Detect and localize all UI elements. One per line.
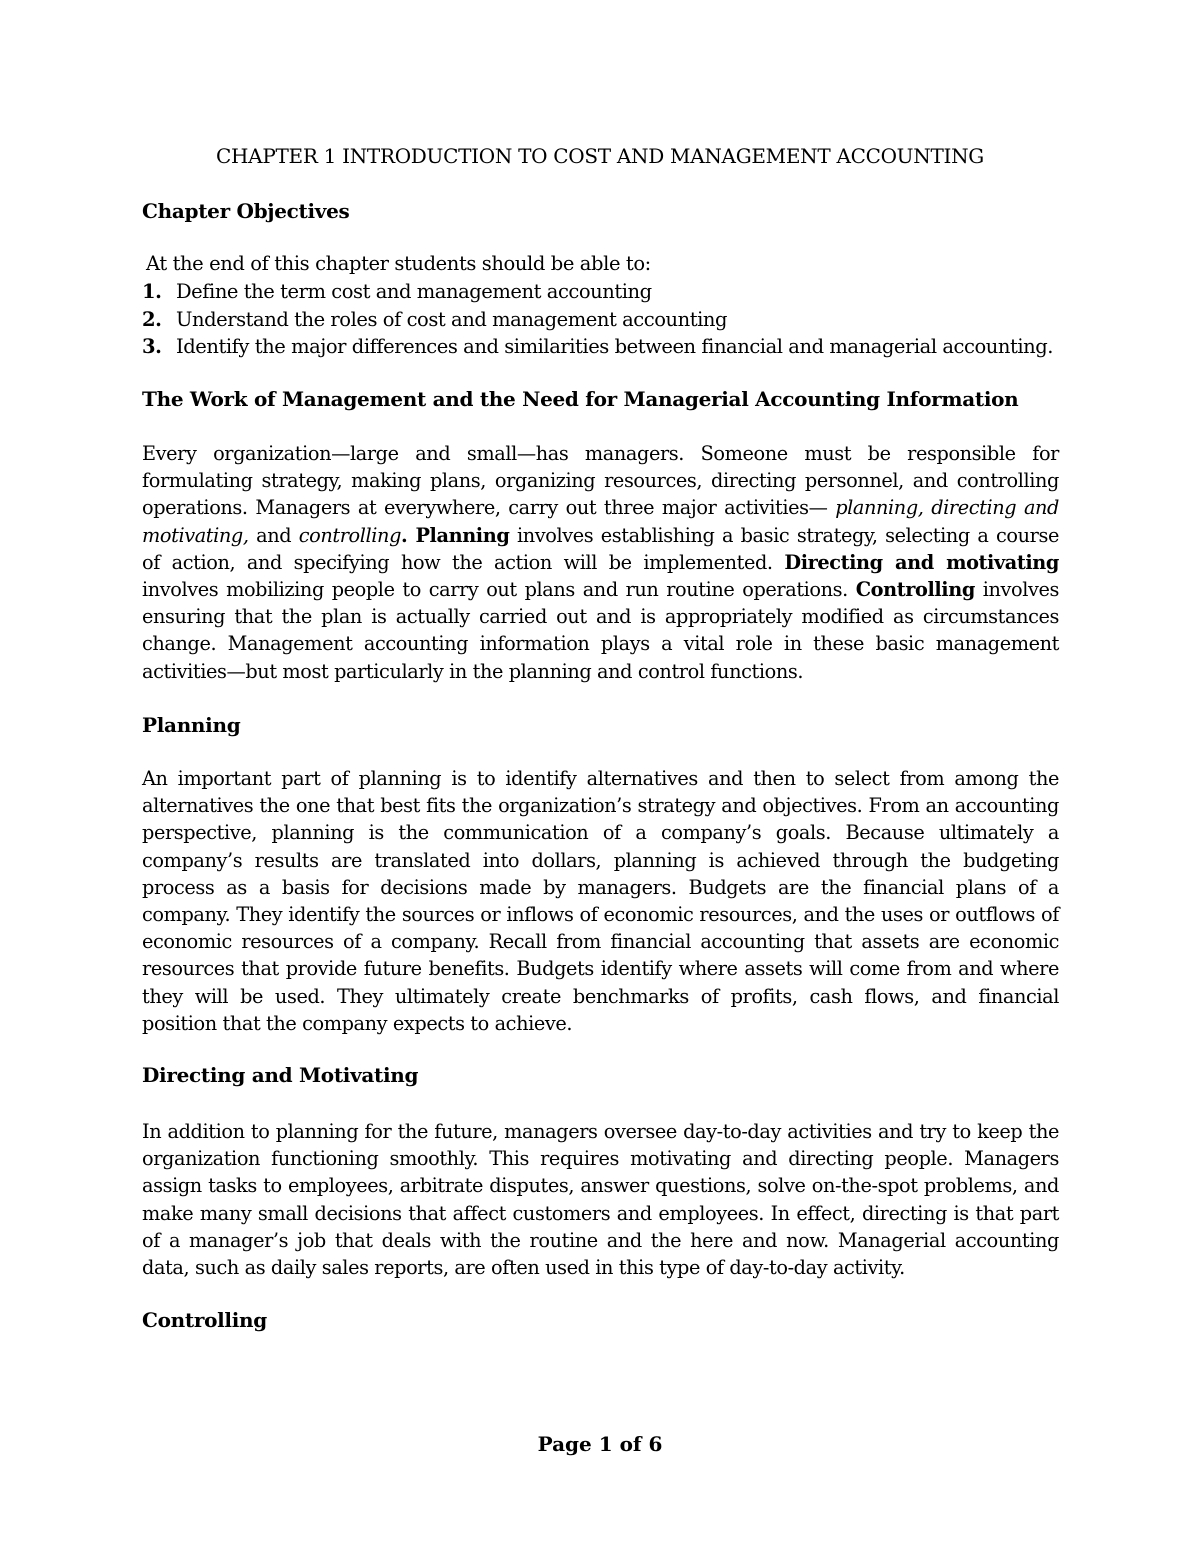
- paragraph-text: Every organization—large and small—has managers. Someone must be responsible for formulating strategy, making plans, organizing resources, directing personnel, and controlling operations. Managers at everywhere, carry out three major activities—: [142, 442, 1059, 520]
- list-item-text: Identify the major differences and similarities between financial and managerial accounting.: [176, 335, 1054, 358]
- paragraph-bold-term: Directing and motivating: [784, 550, 1060, 574]
- paragraph-bold-term: Planning: [415, 523, 510, 547]
- list-item: [142, 278, 1072, 306]
- directing-paragraph: In addition to planning for the future, managers oversee day-to-day activities and try to keep the organization functioning smoothly. This requires motivating and directing people. Managers assign tasks to employees, arbitrate disputes, answer questions, solve on-the-spot problems, and make many small decisions that affect customers and employees. In effect, directing is that part of a manager’s job that deals with the routine and the here and now. Managerial accounting data, such as daily sales reports, are often used in this type of day-to-day activity.: [142, 1120, 1059, 1280]
- paragraph-bold-term: Controlling: [855, 578, 975, 602]
- planning-heading: Planning: [142, 713, 241, 737]
- list-number: 1.: [142, 280, 162, 303]
- work-of-management-heading: The Work of Management and the Need for Managerial Accounting Information: [142, 387, 1019, 411]
- objectives-heading: Chapter Objectives: [142, 199, 350, 223]
- objectives-intro: At the end of this chapter students should be able to:: [146, 252, 651, 275]
- paragraph-text: involves establishing a basic strategy, selecting a course of action, and specifying how the action will be implemented.: [142, 523, 1059, 574]
- list-number: 3.: [142, 335, 162, 358]
- paragraph-text: .: [401, 523, 416, 547]
- directing-heading: Directing and Motivating: [142, 1063, 419, 1087]
- list-item-text: Define the term cost and management accounting: [176, 280, 652, 303]
- paragraph-italic-text: planning, directing and motivating,: [142, 496, 1059, 547]
- paragraph-italic-text: controlling: [298, 523, 402, 547]
- paragraph-text: involves ensuring that the plan is actually carried out and is appropriately modified as circumstances change. Management accounting information plays a vital role in these basic management activities—but most particularly in the planning and control functions.: [142, 578, 1060, 683]
- page-number: Page 1 of 6: [537, 1432, 663, 1456]
- list-item: [142, 333, 1072, 361]
- work-of-management-paragraph: [142, 440, 1059, 685]
- chapter-title: CHAPTER 1 INTRODUCTION TO COST AND MANAGEMENT ACCOUNTING: [216, 144, 984, 168]
- list-item: [142, 306, 1072, 334]
- controlling-heading: Controlling: [142, 1308, 267, 1332]
- paragraph-text: and: [248, 523, 299, 547]
- list-number: 2.: [142, 307, 162, 331]
- objectives-list: [142, 278, 1072, 361]
- paragraph-text: involves mobilizing people to carry out plans and run routine operations.: [142, 578, 856, 602]
- planning-paragraph: An important part of planning is to identify alternatives and then to select from among the alternatives the one that best fits the organization’s strategy and objectives. From an accounting perspective, planning is the communication of a company’s goals. Because ultimately a company’s results are translated into dollars, planning is achieved through the budgeting process as a basis for decisions made by managers. Budgets are the financial plans of a company. They identify the sources or inflows of economic resources, and the uses or outflows of economic resources of a company. Recall from financial accounting that assets are economic resources that provide future benefits. Budgets identify where assets will come from and where they will be used. They ultimately create benchmarks of profits, cash flows, and financial position that the company expects to achieve.: [142, 767, 1059, 1035]
- list-item-text: Understand the roles of cost and management accounting: [176, 307, 728, 331]
